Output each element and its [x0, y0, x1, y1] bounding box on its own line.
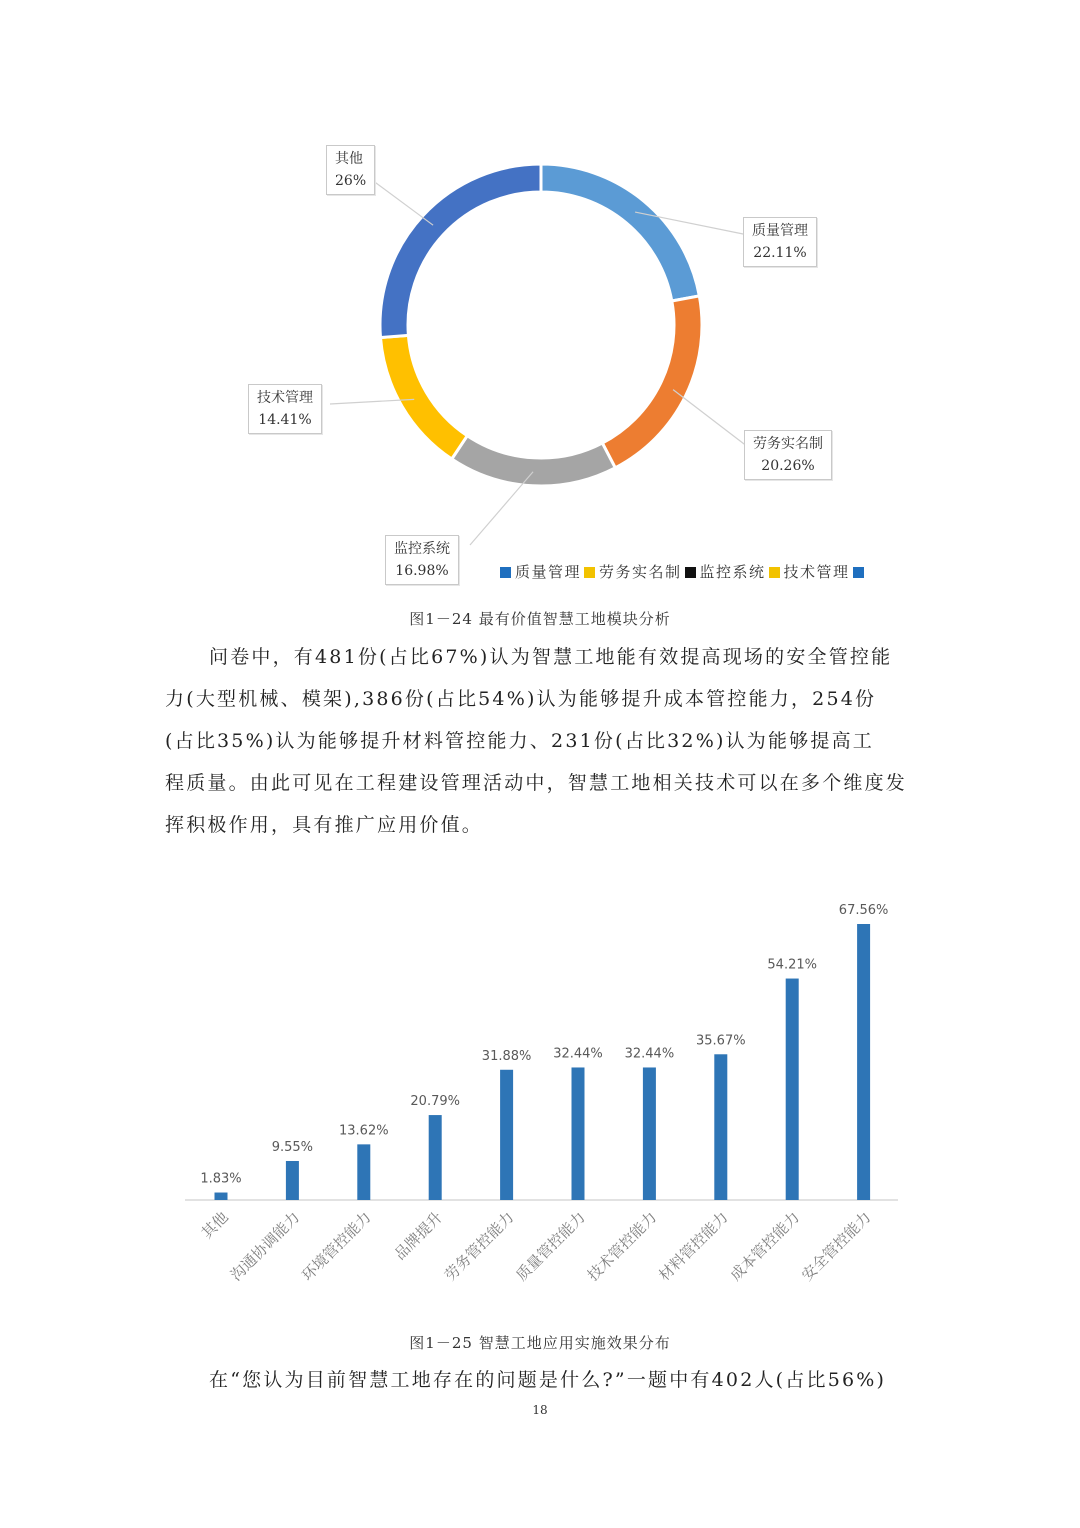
bar-category-label-1: 沟通协调能力: [226, 1208, 304, 1285]
leader-line-monitor: [470, 472, 533, 545]
callout-other-value: 26%: [335, 173, 367, 189]
figure-caption-1-25: 图1－25 智慧工地应用实施效果分布: [409, 1334, 671, 1352]
legend-swatch-1: [584, 567, 595, 578]
callout-tech-value: 14.41%: [258, 412, 312, 428]
bar-category-label-9: 安全管控能力: [798, 1208, 875, 1285]
figure-caption-1-24: 图1－24 最有价值智慧工地模块分析: [409, 610, 671, 628]
bar-value-label-3: 20.79%: [410, 1094, 460, 1110]
callout-tech-name: 技术管理: [257, 390, 313, 406]
donut-chart: [0, 0, 1080, 600]
legend-label-quality: 质量管理: [515, 563, 582, 581]
bar-value-label-0: 1.83%: [200, 1171, 242, 1187]
bar-category-label-7: 材料管控能力: [655, 1208, 732, 1285]
paragraph-line-5: 挥积极作用，具有推广应用价值。: [165, 814, 484, 836]
bar-6: [643, 1067, 656, 1200]
body-paragraph-1: [165, 636, 915, 846]
legend-label-monitor: 监控系统: [699, 563, 766, 581]
bar-value-label-8: 54.21%: [767, 957, 817, 973]
paragraph-line-4: 程质量。由此可见在工程建设管理活动中，智慧工地相关技术可以在多个维度发: [165, 772, 908, 794]
donut-slice-tech: [380, 335, 467, 459]
bar-value-label-1: 9.55%: [271, 1139, 314, 1155]
bar-category-label-6: 技术管控能力: [583, 1208, 661, 1285]
bar-value-label-6: 32.44%: [624, 1046, 675, 1062]
donut-slice-labor: [602, 296, 702, 468]
bar-category-label-8: 成本管控能力: [726, 1208, 804, 1285]
donut-slice-monitor: [452, 436, 615, 486]
bar-8: [786, 979, 799, 1200]
bar-1: [286, 1161, 299, 1200]
bar-category-label-4: 劳务管控能力: [441, 1208, 518, 1285]
bar-value-label-9: 67.56%: [838, 903, 889, 918]
paragraph2-line-1: 在“您认为目前智慧工地存在的问题是什么?”一题中有402人(占比56%): [209, 1369, 887, 1391]
bar-0: [215, 1193, 228, 1200]
bar-9: [857, 924, 870, 1200]
legend-label-labor: 劳务实名制: [599, 563, 682, 581]
paragraph-line-2: 力(大型机械、模架),386份(占比54%)认为能够提升成本管控能力，254份: [165, 688, 877, 710]
donut-slice-quality: [541, 164, 699, 301]
bar-value-label-5: 32.44%: [553, 1046, 603, 1062]
bar-chart: [0, 880, 1080, 1320]
legend-swatch-0: [500, 567, 511, 578]
callout-labor-value: 20.26%: [761, 458, 815, 474]
body-paragraph-2: [165, 1359, 915, 1401]
legend-swatch-2: [685, 567, 696, 578]
legend-swatch-4: [853, 567, 864, 578]
callout-quality-value: 22.11%: [753, 245, 807, 261]
callout-monitor-name: 监控系统: [394, 541, 450, 557]
bar-value-label-4: 31.88%: [481, 1048, 532, 1064]
legend-label-tech: 技术管理: [783, 563, 850, 581]
callout-tech: [248, 384, 322, 434]
callout-monitor-value: 16.98%: [395, 563, 449, 579]
callout-other: [326, 145, 375, 195]
callout-quality: [743, 217, 817, 267]
bar-value-label-2: 13.62%: [339, 1123, 389, 1139]
callout-other-name: 其他: [335, 151, 363, 167]
bar-7: [714, 1054, 727, 1200]
page-number: 18: [532, 1403, 548, 1417]
callout-monitor: [385, 535, 459, 585]
paragraph-line-1: 问卷中，有481份(占比67%)认为智慧工地能有效提高现场的安全管控能: [209, 646, 893, 668]
bar-value-label-7: 35.67%: [696, 1033, 746, 1049]
bar-5: [572, 1067, 585, 1200]
bar-3: [429, 1115, 442, 1200]
donut-legend: [497, 561, 868, 582]
bar-category-label-5: 质量管控能力: [512, 1208, 589, 1285]
callout-quality-name: 质量管理: [752, 223, 808, 239]
paragraph-line-3: (占比35%)认为能够提升材料管控能力、231份(占比32%)认为能够提高工: [165, 730, 874, 752]
leader-line-labor: [673, 390, 748, 447]
bar-category-label-0: 其他: [197, 1208, 232, 1243]
leader-line-other: [372, 180, 433, 225]
bar-4: [500, 1070, 513, 1200]
legend-swatch-3: [769, 567, 780, 578]
bar-2: [357, 1144, 370, 1200]
donut-slice-other: [380, 164, 541, 338]
callout-labor-name: 劳务实名制: [753, 436, 823, 452]
bar-category-label-3: 品牌提升: [390, 1208, 447, 1264]
callout-labor: [744, 430, 832, 480]
bar-category-label-2: 环境管控能力: [298, 1208, 375, 1285]
